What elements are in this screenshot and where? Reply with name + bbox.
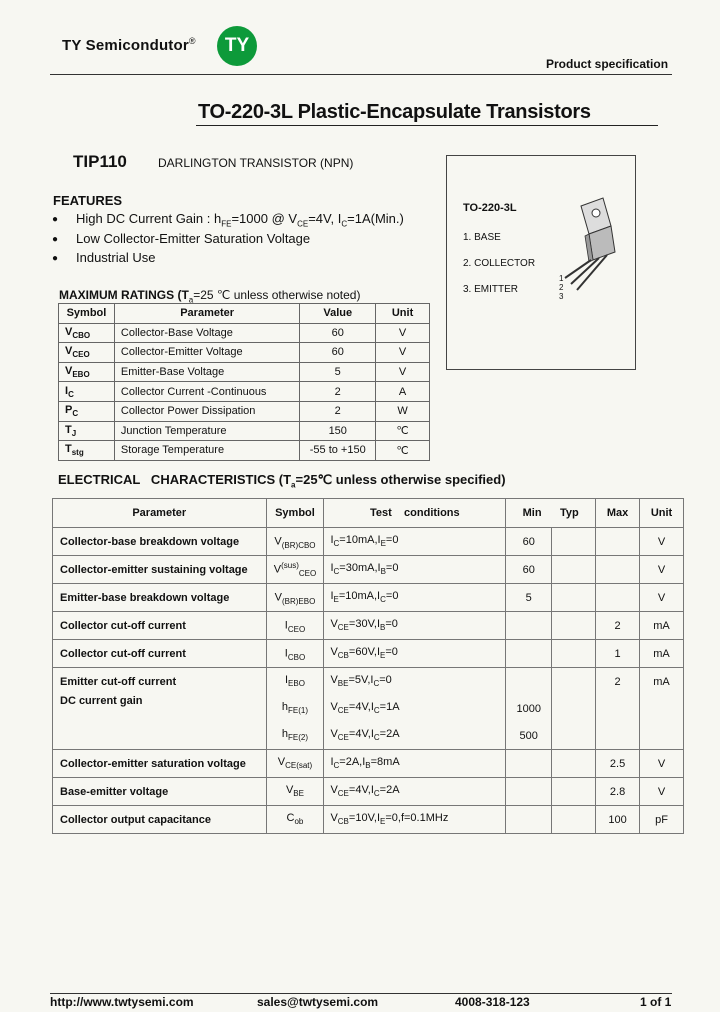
value-cell: 60 <box>300 323 376 343</box>
parameter-cell: Collector Current -Continuous <box>114 382 299 402</box>
part-number: TIP110 <box>73 152 127 171</box>
parameter-cell: Emitter-Base Voltage <box>114 362 299 382</box>
max-cell <box>596 695 640 722</box>
feature-item: ● Industrial Use <box>52 250 156 265</box>
typ-cell <box>552 778 596 806</box>
parameter-cell: Emitter cut-off current <box>53 668 267 696</box>
table-header-row: Parameter Symbol Test conditions Min Typ Max Unit <box>53 499 684 528</box>
unit-cell: V <box>376 362 430 382</box>
table-row <box>59 382 430 402</box>
max-cell: 2.5 <box>596 750 640 778</box>
min-cell: 60 <box>506 556 552 584</box>
table-row <box>53 640 684 668</box>
value-cell: 5 <box>300 362 376 382</box>
pin-collector: 2. COLLECTOR <box>463 258 536 269</box>
brand-name: TY Semicondutor® <box>62 36 196 54</box>
max-cell: 2 <box>596 612 640 640</box>
value-cell: 60 <box>300 343 376 363</box>
unit-cell: W <box>376 401 430 421</box>
unit-cell: V <box>640 750 684 778</box>
typ-cell <box>552 668 596 696</box>
max-cell <box>596 528 640 556</box>
test-condition-cell: $V_{CE}=4V,I_C=1A$ <box>324 695 506 722</box>
typ-cell <box>552 528 596 556</box>
unit-cell: V <box>376 343 430 363</box>
parameter-cell: Collector-base breakdown voltage <box>53 528 267 556</box>
min-cell: 60 <box>506 528 552 556</box>
brand-header <box>62 30 262 64</box>
table-row <box>59 343 430 363</box>
parameter-cell: Collector-emitter saturation voltage <box>53 750 267 778</box>
unit-cell: mA <box>640 640 684 668</box>
value-cell: -55 to +150 <box>300 441 376 461</box>
table-row <box>59 362 430 382</box>
table-row <box>53 750 684 778</box>
table-row <box>53 556 684 584</box>
unit-cell: mA <box>640 612 684 640</box>
parameter-cell: Collector cut-off current <box>53 612 267 640</box>
max-ratings-heading: MAXIMUM RATINGS ($T_a=25$ ℃ unless otherwise noted) <box>59 288 361 305</box>
test-condition-cell: $V_{CB}=10V,I_E=0,f=0.1MHz$ <box>324 806 506 834</box>
feature-item: ● Low Collector-Emitter Saturation Voltage <box>52 231 311 246</box>
parameter-cell <box>53 722 267 750</box>
test-condition-cell: $I_C=2A,I_B=8mA$ <box>324 750 506 778</box>
footer-email[interactable]: sales@twtysemi.com <box>257 995 379 1009</box>
test-condition-cell: $I_E=10mA,I_C=0$ <box>324 584 506 612</box>
symbol-cell: $V_{CEO}$ <box>59 343 115 363</box>
parameter-cell: Base-emitter voltage <box>53 778 267 806</box>
table-header-row: Symbol Parameter Value Unit <box>59 304 430 324</box>
table-row <box>53 778 684 806</box>
test-condition-cell: $V_{CE}=30V,I_B=0$ <box>324 612 506 640</box>
test-condition-cell: $I_C=10mA,I_E=0$ <box>324 528 506 556</box>
typ-cell <box>552 584 596 612</box>
typ-cell <box>552 612 596 640</box>
table-row <box>59 441 430 461</box>
test-condition-cell: $V_{CE}=4V,I_C=2A$ <box>324 722 506 750</box>
parameter-cell: Collector cut-off current <box>53 640 267 668</box>
test-condition-cell: $V_{CB}=60V,I_E=0$ <box>324 640 506 668</box>
unit-cell: V <box>376 323 430 343</box>
footer-page-number: 1 of 1 <box>640 995 672 1009</box>
max-cell <box>596 556 640 584</box>
unit-cell: V <box>640 528 684 556</box>
electrical-table <box>52 498 684 834</box>
symbol-cell: $V^{(sus)}_{CEO}$ <box>266 556 324 584</box>
header-rule <box>50 74 672 75</box>
unit-cell: V <box>640 556 684 584</box>
min-cell <box>506 778 552 806</box>
typ-cell <box>552 556 596 584</box>
features-heading: FEATURES <box>53 193 123 208</box>
parameter-cell: Emitter-base breakdown voltage <box>53 584 267 612</box>
symbol-cell: $T_{stg}$ <box>59 441 115 461</box>
test-condition-cell: $V_{CE}=4V,I_C=2A$ <box>324 778 506 806</box>
table-row <box>59 421 430 441</box>
footer-website[interactable]: http://www.twtysemi.com <box>50 995 194 1009</box>
pin-base: 1. BASE <box>463 232 501 243</box>
max-cell <box>596 722 640 750</box>
max-cell: 2.8 <box>596 778 640 806</box>
footer-rule <box>50 993 672 994</box>
parameter-cell: DC current gain <box>53 695 267 722</box>
table-row <box>53 612 684 640</box>
symbol-cell: $V_{CE(sat)}$ <box>266 750 324 778</box>
table-row <box>53 695 684 722</box>
parameter-cell: Junction Temperature <box>114 421 299 441</box>
parameter-cell: Storage Temperature <box>114 441 299 461</box>
table-row <box>53 584 684 612</box>
typ-cell <box>552 806 596 834</box>
min-cell <box>506 668 552 696</box>
unit-cell: A <box>376 382 430 402</box>
symbol-cell: $V_{(BR)CBO}$ <box>266 528 324 556</box>
symbol-cell: $h_{FE(2)}$ <box>266 722 324 750</box>
min-cell <box>506 612 552 640</box>
max-ratings-table <box>58 303 430 461</box>
electrical-heading: ELECTRICAL CHARACTERISTICS ($T_a=25℃$ unless otherwise specified) <box>58 472 506 490</box>
unit-cell: ℃ <box>376 441 430 461</box>
package-box <box>446 155 636 370</box>
symbol-cell: $I_{CBO}$ <box>266 640 324 668</box>
min-cell <box>506 750 552 778</box>
ty-logo: TY <box>217 26 257 66</box>
document-title: TO-220-3L Plastic-Encapsulate Transistors <box>198 101 591 123</box>
symbol-cell: $V_{(BR)EBO}$ <box>266 584 324 612</box>
title-underline <box>196 125 658 126</box>
min-typ-header: Min Typ <box>506 499 596 528</box>
min-cell: 5 <box>506 584 552 612</box>
min-cell <box>506 640 552 668</box>
table-row <box>53 722 684 750</box>
product-specification: Product specification <box>546 57 669 71</box>
value-cell: 2 <box>300 382 376 402</box>
symbol-cell: $I_C$ <box>59 382 115 402</box>
unit-cell: mA <box>640 668 684 696</box>
part-description: DARLINGTON TRANSISTOR (NPN) <box>158 156 354 170</box>
test-condition-cell: $I_C=30mA,I_B=0$ <box>324 556 506 584</box>
table-row <box>53 528 684 556</box>
value-cell: 2 <box>300 401 376 421</box>
symbol-cell: $P_C$ <box>59 401 115 421</box>
max-cell: 2 <box>596 668 640 696</box>
unit-cell: V <box>640 778 684 806</box>
value-cell: 150 <box>300 421 376 441</box>
max-cell: 100 <box>596 806 640 834</box>
unit-cell: ℃ <box>376 421 430 441</box>
parameter-cell: Collector-Emitter Voltage <box>114 343 299 363</box>
unit-cell <box>640 695 684 722</box>
table-row <box>59 323 430 343</box>
parameter-cell: Collector Power Dissipation <box>114 401 299 421</box>
max-cell <box>596 584 640 612</box>
typ-cell <box>552 640 596 668</box>
typ-cell <box>552 750 596 778</box>
footer-phone: 4008-318-123 <box>455 995 530 1009</box>
typ-cell <box>552 695 596 722</box>
parameter-cell: Collector output capacitance <box>53 806 267 834</box>
min-cell <box>506 806 552 834</box>
pin-emitter: 3. EMITTER <box>463 284 519 295</box>
table-row <box>59 401 430 421</box>
min-cell: 500 <box>506 722 552 750</box>
symbol-cell: $I_{CEO}$ <box>266 612 324 640</box>
symbol-cell: $T_J$ <box>59 421 115 441</box>
symbol-cell: $C_{ob}$ <box>266 806 324 834</box>
symbol-cell: $V_{CBO}$ <box>59 323 115 343</box>
table-row <box>53 806 684 834</box>
symbol-cell: $I_{EBO}$ <box>266 668 324 696</box>
test-condition-cell: $V_{BE}=5V,I_C=0$ <box>324 668 506 696</box>
unit-cell: V <box>640 584 684 612</box>
parameter-cell: Collector-Base Voltage <box>114 323 299 343</box>
feature-item: ● High DC Current Gain : $h_{FE}=1000$ @ $V_{CE}=4V$, $I_C=1A(Min.)$ <box>52 211 404 229</box>
typ-cell <box>552 722 596 750</box>
symbol-cell: $V_{BE}$ <box>266 778 324 806</box>
symbol-cell: $V_{EBO}$ <box>59 362 115 382</box>
min-cell: 1000 <box>506 695 552 722</box>
symbol-cell: $h_{FE(1)}$ <box>266 695 324 722</box>
pin-number-labels: 1 2 3 <box>559 274 564 301</box>
unit-cell <box>640 722 684 750</box>
table-row <box>53 668 684 696</box>
parameter-cell: Collector-emitter sustaining voltage <box>53 556 267 584</box>
max-cell: 1 <box>596 640 640 668</box>
package-name: TO-220-3L <box>463 202 517 214</box>
unit-cell: pF <box>640 806 684 834</box>
